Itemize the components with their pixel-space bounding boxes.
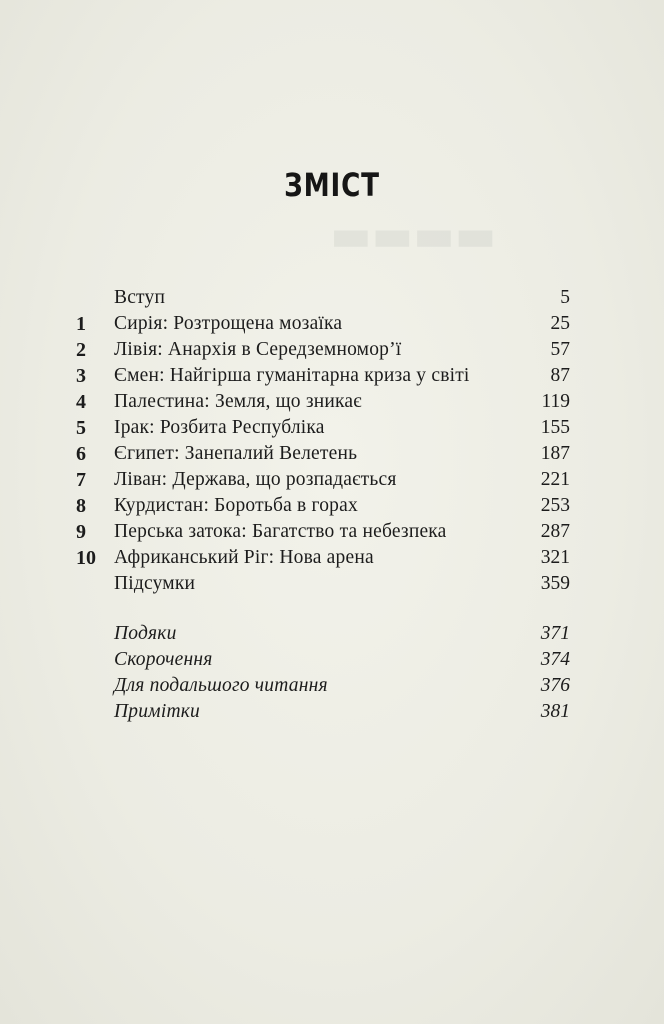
- page-number: 381: [540, 701, 570, 722]
- toc-row-further-reading: [76, 673, 570, 699]
- chapter-title: Сирія: Розтрощена мозаїка: [114, 313, 343, 334]
- page-number: 321: [540, 547, 570, 568]
- chapter-number: 10: [76, 547, 96, 569]
- page-number: 119: [541, 391, 570, 412]
- back-matter-title: Для подальшого читання: [114, 675, 328, 696]
- chapter-number: 4: [76, 391, 86, 413]
- toc-row-chapter-4: [76, 389, 570, 415]
- chapter-number: 9: [76, 521, 86, 543]
- toc-row-chapter-2: [76, 337, 570, 363]
- toc-row-chapter-8: [76, 493, 570, 519]
- page-title: ЗМІСТ: [284, 166, 380, 204]
- page-number: 221: [540, 469, 570, 490]
- page-number: 187: [540, 443, 570, 464]
- chapter-number: 7: [76, 469, 86, 491]
- chapter-number: 1: [76, 313, 86, 335]
- toc-row-acknowledgements: [76, 621, 570, 647]
- toc-row-chapter-3: [76, 363, 570, 389]
- back-matter-title: Примітки: [114, 701, 200, 722]
- page-number: 359: [540, 573, 570, 594]
- chapter-number: 6: [76, 443, 86, 465]
- chapter-title: Африканський Ріг: Нова арена: [114, 547, 374, 568]
- toc-row-notes: [76, 699, 570, 725]
- toc-row-intro: [76, 285, 570, 311]
- page-number: 155: [540, 417, 570, 438]
- chapter-number: 2: [76, 339, 86, 361]
- toc-row-chapter-9: [76, 519, 570, 545]
- chapter-title: Перська затока: Багатство та небезпека: [114, 521, 447, 542]
- page-number: 374: [540, 649, 570, 670]
- chapter-title: Лівія: Анархія в Середземномор’ї: [114, 339, 402, 360]
- toc-row-conclusion: [76, 571, 570, 597]
- page-number: 376: [540, 675, 570, 696]
- back-matter-title: Подяки: [114, 623, 177, 644]
- toc-row-chapter-6: [76, 441, 570, 467]
- toc-row-abbreviations: [76, 647, 570, 673]
- page-number: 287: [540, 521, 570, 542]
- table-of-contents: [76, 285, 570, 725]
- chapter-title: Палестина: Земля, що зникає: [114, 391, 362, 412]
- chapter-title: Ірак: Розбита Республіка: [114, 417, 325, 438]
- page-number: 253: [540, 495, 570, 516]
- chapter-number: 8: [76, 495, 86, 517]
- page-number: 57: [550, 339, 570, 360]
- back-matter-title: Скорочення: [114, 649, 213, 670]
- chapter-title: Підсумки: [114, 573, 196, 594]
- chapter-number: 5: [76, 417, 86, 439]
- chapter-title: Вступ: [114, 287, 166, 308]
- show-through-decoration: ▬▬▬▬: [330, 210, 497, 261]
- chapter-number: 3: [76, 365, 86, 387]
- toc-row-chapter-7: [76, 467, 570, 493]
- section-spacer: [76, 597, 570, 621]
- toc-row-chapter-10: [76, 545, 570, 571]
- page-number: 87: [550, 365, 570, 386]
- toc-row-chapter-1: [76, 311, 570, 337]
- toc-row-chapter-5: [76, 415, 570, 441]
- chapter-title: Єгипет: Занепалий Велетень: [114, 443, 358, 464]
- page-number: 5: [560, 287, 570, 308]
- chapter-title: Курдистан: Боротьба в горах: [114, 495, 358, 516]
- chapter-title: Ліван: Держава, що розпадається: [114, 469, 397, 490]
- page-number: 371: [540, 623, 570, 644]
- page-number: 25: [550, 313, 570, 334]
- chapter-title: Ємен: Найгірша гуманітарна криза у світі: [114, 365, 470, 386]
